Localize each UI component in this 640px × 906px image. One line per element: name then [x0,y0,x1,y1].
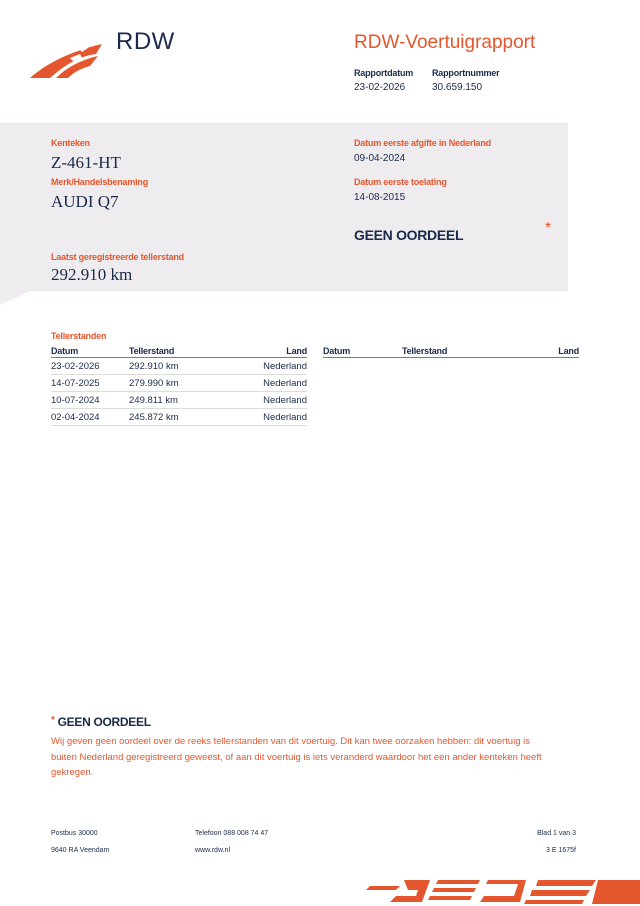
merk-value: AUDI Q7 [51,192,119,211]
cell-datum: 02-04-2024 [51,412,100,423]
panel-tail [0,291,30,305]
footer-code: 3 E 1675f [546,847,576,854]
cell-tellerstand: 249.811 km [129,395,178,406]
col-tellerstand: Tellerstand [129,346,175,356]
rdw-road-logo-icon [30,40,106,80]
table-row [51,375,307,392]
cell-tellerstand: 292.910 km [129,361,179,372]
footer-website[interactable]: www.rdw.nl [195,847,231,854]
cell-tellerstand: 245.872 km [129,412,179,423]
footnote-text: Wij geven geen oordeel over de reeks tellerstanden van dit voertuig. Dit kan twee oorzaken hebben: dit voertuig is buiten Nederland geregistreerd geweest, of aan dit voertuig is iets veranderd waardoor het een ander kenteken heeft gekregen. [51,736,542,778]
col-tellerstand: Tellerstand [402,346,448,356]
cell-land: Nederland [263,361,307,372]
speed-stripes-icon [360,876,640,906]
afgifte-label: Datum eerste afgifte in Nederland [354,138,491,148]
cell-tellerstand: 279.990 km [129,378,179,389]
col-land: Land [558,346,579,356]
toelating-value: 14-08-2015 [354,192,406,203]
table-header [51,344,307,358]
rdw-logo [30,28,180,83]
rapportnummer-value: 30.659.150 [432,82,483,93]
col-land: Land [286,346,307,356]
table-row [51,409,307,426]
merk-label: Merk/Handelsbenaming [51,177,149,187]
col-datum: Datum [323,346,351,356]
footer-postbus: Postbus 30000 [51,830,98,837]
cell-datum: 23-02-2026 [51,361,100,372]
oordeel-status: GEEN OORDEEL [354,227,464,243]
footer-plaats: 9640 RA Veendam [51,847,110,854]
table-header [323,344,579,358]
footnote-title [51,715,151,729]
tellerstanden-table [51,344,307,426]
tellerstand-label: Laatst geregistreerde tellerstand [51,252,184,262]
col-datum: Datum [51,346,79,356]
cell-land: Nederland [263,395,307,406]
tellerstanden-table-right [323,344,579,358]
tellerstand-value: 292.910 km [51,265,133,284]
toelating-label: Datum eerste toelating [354,177,447,187]
rapportdatum [354,68,413,93]
cell-land: Nederland [263,378,307,389]
table-row [51,358,307,375]
footer-telefoon: Telefoon 088 008 74 47 [195,830,269,837]
rapportdatum-value: 23-02-2026 [354,82,406,93]
kenteken-label: Kenteken [51,138,90,148]
kenteken-value: Z-461-HT [51,153,121,172]
oordeel-mark: * [545,220,552,237]
footnote-title-text: GEEN OORDEEL [57,715,151,729]
rapportnummer-label: Rapportnummer [432,68,500,78]
cell-datum: 10-07-2024 [51,395,100,406]
footnote-mark: * [51,715,55,726]
footer-blad: Blad 1 van 3 [537,830,576,837]
logo-text: RDW [116,28,175,55]
cell-datum: 14-07-2025 [51,378,100,389]
tellerstanden-title: Tellerstanden [51,331,107,341]
rapportnummer [432,68,499,93]
report-title: RDW-Voertuigrapport [354,32,536,53]
table-row [51,392,307,409]
rapportdatum-label: Rapportdatum [354,68,414,78]
afgifte-value: 09-04-2024 [354,153,406,164]
cell-land: Nederland [263,412,307,423]
